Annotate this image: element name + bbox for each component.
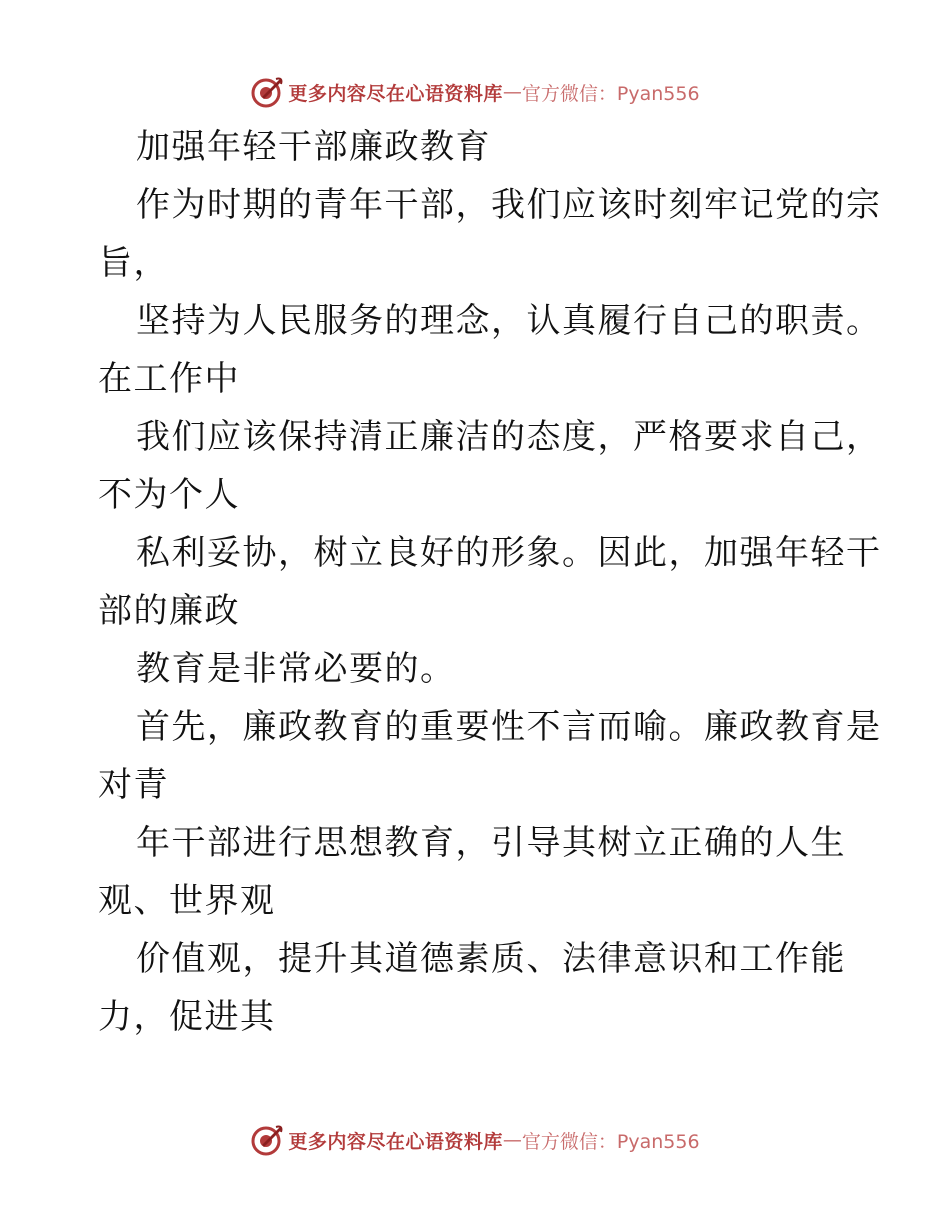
text-line: 首先，廉政教育的重要性不言而喻。廉政教育是 xyxy=(136,707,882,747)
footer-watermark xyxy=(0,1120,950,1160)
watermark-site-text: 更多内容尽在心语资料库 xyxy=(288,1130,503,1153)
text-line: 坚持为人民服务的理念，认真履行自己的职责。 xyxy=(136,301,882,341)
text-line: 旨， xyxy=(98,243,169,283)
text-line: 作为时期的青年干部，我们应该时刻牢记党的宗 xyxy=(136,185,882,225)
quill-logo-icon xyxy=(250,75,284,109)
header-watermark-content xyxy=(250,75,699,109)
document-body xyxy=(98,118,882,1046)
watermark-contact-text: 官方微信：Pyan556 xyxy=(521,82,700,105)
text-line: 教育是非常必要的。 xyxy=(136,649,456,689)
text-line: 对青 xyxy=(98,765,169,805)
footer-watermark-content xyxy=(250,1123,699,1157)
watermark-contact-text: 官方微信：Pyan556 xyxy=(521,1130,700,1153)
quill-logo-icon xyxy=(250,1123,284,1157)
header-watermark xyxy=(0,72,950,112)
text-line: 私利妥协，树立良好的形象。因此，加强年轻干 xyxy=(136,533,882,573)
text-line: 不为个人 xyxy=(98,475,240,515)
text-line: 在工作中 xyxy=(98,359,240,399)
text-line: 年干部进行思想教育，引导其树立正确的人生 xyxy=(136,823,846,863)
text-line: 力，促进其 xyxy=(98,997,276,1037)
text-line: 部的廉政 xyxy=(98,591,240,631)
text-line: 我们应该保持清正廉洁的态度，严格要求自己， xyxy=(136,417,882,457)
text-line: 加强年轻干部廉政教育 xyxy=(136,127,491,167)
text-line: 观、世界观 xyxy=(98,881,276,921)
watermark-separator: — xyxy=(502,81,522,103)
watermark-separator: — xyxy=(502,1129,522,1151)
text-line: 价值观，提升其道德素质、法律意识和工作能 xyxy=(136,939,846,979)
watermark-site-text: 更多内容尽在心语资料库 xyxy=(288,82,503,105)
